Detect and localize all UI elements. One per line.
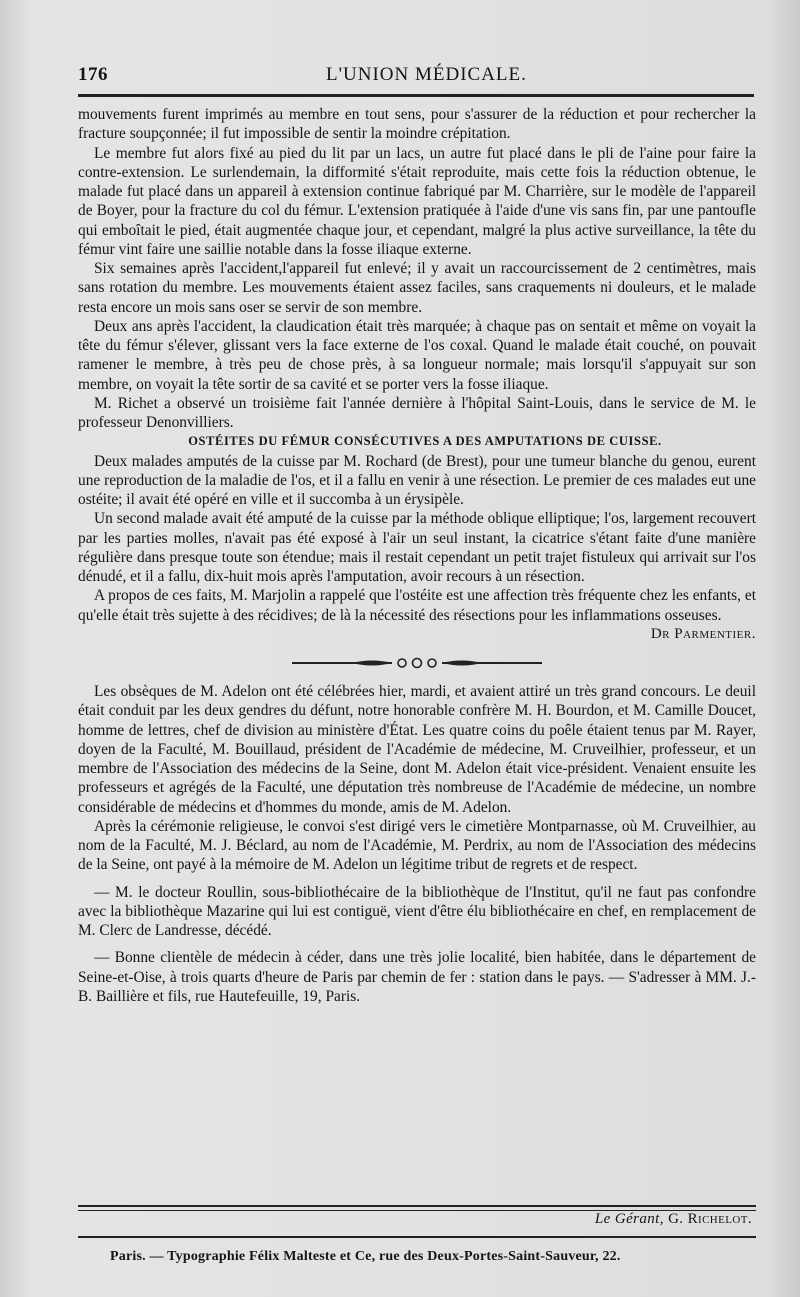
page-number: 176 [78,64,108,85]
paragraph: M. Richet a observé un troisième fait l'année dernière à l'hôpital Saint-Louis, dans le service de M. le professeur Denonvilliers. [78,394,756,431]
section-title: OSTÉITES DU FÉMUR CONSÉCUTIVES A DES AMPUTATIONS DE CUISSE. [188,434,662,449]
printer-imprint: Paris. — Typographie Félix Malteste et Ce, rue des Deux-Portes-Saint-Sauveur, 22. [110,1249,621,1264]
running-head: L'UNION MÉDICALE. [326,64,527,85]
footer-rule [78,1236,756,1238]
spacer [78,875,756,883]
ornament-divider [292,654,542,672]
paragraph: Un second malade avait été amputé de la cuisse par la méthode oblique elliptique; l'os, largement recouvert par les parties molles, n'avait pas été exposé à l'air un seul instant, la cicatrice s'étant faite d'une manière régulière dans presque toute son étendue; mais il restait cependant un petit trajet fistuleux qui arrivait sur l'os dénudé, et il a fallu, dix-huit mois après l'amputation, avoir recours à un résection. [78,510,756,585]
advertisement: — Bonne clientèle de médecin à céder, dans une très jolie localité, bien habitée, dans le département de Seine-et-Oise, à trois quarts d'heure de Paris par chemin de fer : station dans le pays. — S'adresser à MM. J.-B. Baillière et fils, rue Hautefeuille, 19, Paris. [78,949,756,1005]
paragraph: Six semaines après l'accident,l'appareil fut enlevé; il y avait un raccourcissement de 2 centimètres, mais sans rotation du membre. Les mouvements étaient assez faciles, sans craquements ni douleurs, et le malade resta encore un mois sans oser se servir de son membre. [78,260,756,316]
paragraph: A propos de ces faits, M. Marjolin a rappelé que l'ostéite est une affection très fréquente chez les enfants, et qu'elle était très sujette à des récidives; de là la nécessité des résections pour les inflammations osseuses. [78,587,756,624]
gerant-line [595,1211,752,1228]
paragraph: Les obsèques de M. Adelon ont été célébrées hier, mardi, et avaient attiré un très grand concours. Le deuil était conduit par les deux gendres du défunt, notre honorable confrère M. H. Bourdon, et M. Camille Doucet, homme de lettres, chef de division au ministère d'État. Les quatre coins du poêle étaient tenus par M. Rayer, doyen de la Faculté, M. Bouillaud, président de l'Académie de médecine, M. Cruveilhier, professeur, et un membre de l'Association des médecins de la Seine, dont M. Adelon était vice-président. Venaient ensuite les professeurs et agrégés de la Faculté, une députation très nombreuse de l'Académie de médecine, un nombre considérable de médecins et d'hommes du monde, amis de M. Adelon. [78,683,756,816]
gerant-role: Le Gérant, [594,1211,664,1227]
paragraph: Après la cérémonie religieuse, le convoi s'est dirigé vers le cimetière Montparnasse, où M. Cruveilhier, au nom de la Faculté, M. J. Béclard, au nom de l'Académie, M. Perdrix, au nom de l'Association des médecins de la Seine, ont payé à la mémoire de M. Adelon un légitime tribut de regrets et de respect. [78,817,756,874]
paragraph: Deux ans après l'accident, la claudication était très marquée; à chaque pas on sentait et même on voyait la tête du fémur s'élever, glissant vers la face externe de l'os coxal. Quand le malade était couché, on pouvait ramener le membre, à très peu de chose près, à sa longueur normale; mais lorsqu'il s'appuyait sur son membre, on voyait la tête sortir de sa cavité et se porter vers la fosse iliaque. [78,317,756,393]
article-body [78,105,756,1006]
paragraph: mouvements furent imprimés au membre en tout sens, pour s'assurer de la réduction et pour rechercher la fracture soupçonnée; il fut impossible de sentir la moindre crépitation. [78,106,756,143]
news-item: — M. le docteur Roullin, sous-bibliothécaire de la bibliothèque de l'Institut, qu'il ne faut pas confondre avec la bibliothèque Mazarine qui lui est contiguë, vient d'être élu bibliothécaire en chef, en remplacement de M. Clerc de Landresse, décédé. [78,883,756,939]
paragraph: Le membre fut alors fixé au pied du lit par un lacs, un autre fut placé dans le pli de l'aine pour faire la contre-extension. Le surlendemain, la difformité s'était reproduite, mais cette fois la réduction obtenue, le malade fut placé dans un appareil à extension continue fabriqué par M. Charrière, sur le modèle de l'appareil de Boyer, pour la fracture du col du fémur. L'extension pratiquée à l'aide d'une vis sans fin, par une pantoufle qui emboîtait le pied, était augmentée chaque jour, et cependant, malgré la plus active surveillance, la tête du fémur vint faire une saillie notable dans la fosse iliaque externe. [78,144,756,258]
author-signature: Dr Parmentier. [650,625,756,642]
gerant-name: G. Richelot. [668,1211,752,1227]
footer-rule [78,1205,756,1207]
paragraph: Deux malades amputés de la cuisse par M. Rochard (de Brest), pour une tumeur blanche du genou, eurent une reproduction de la maladie de l'os, et il a fallu en venir à une résection. Le premier de ces malades eut une ostéite; il avait été opéré en ville et il succomba à un érysipèle. [78,452,756,508]
page-header [78,58,754,98]
header-rule [78,94,754,97]
spacer [78,940,756,948]
